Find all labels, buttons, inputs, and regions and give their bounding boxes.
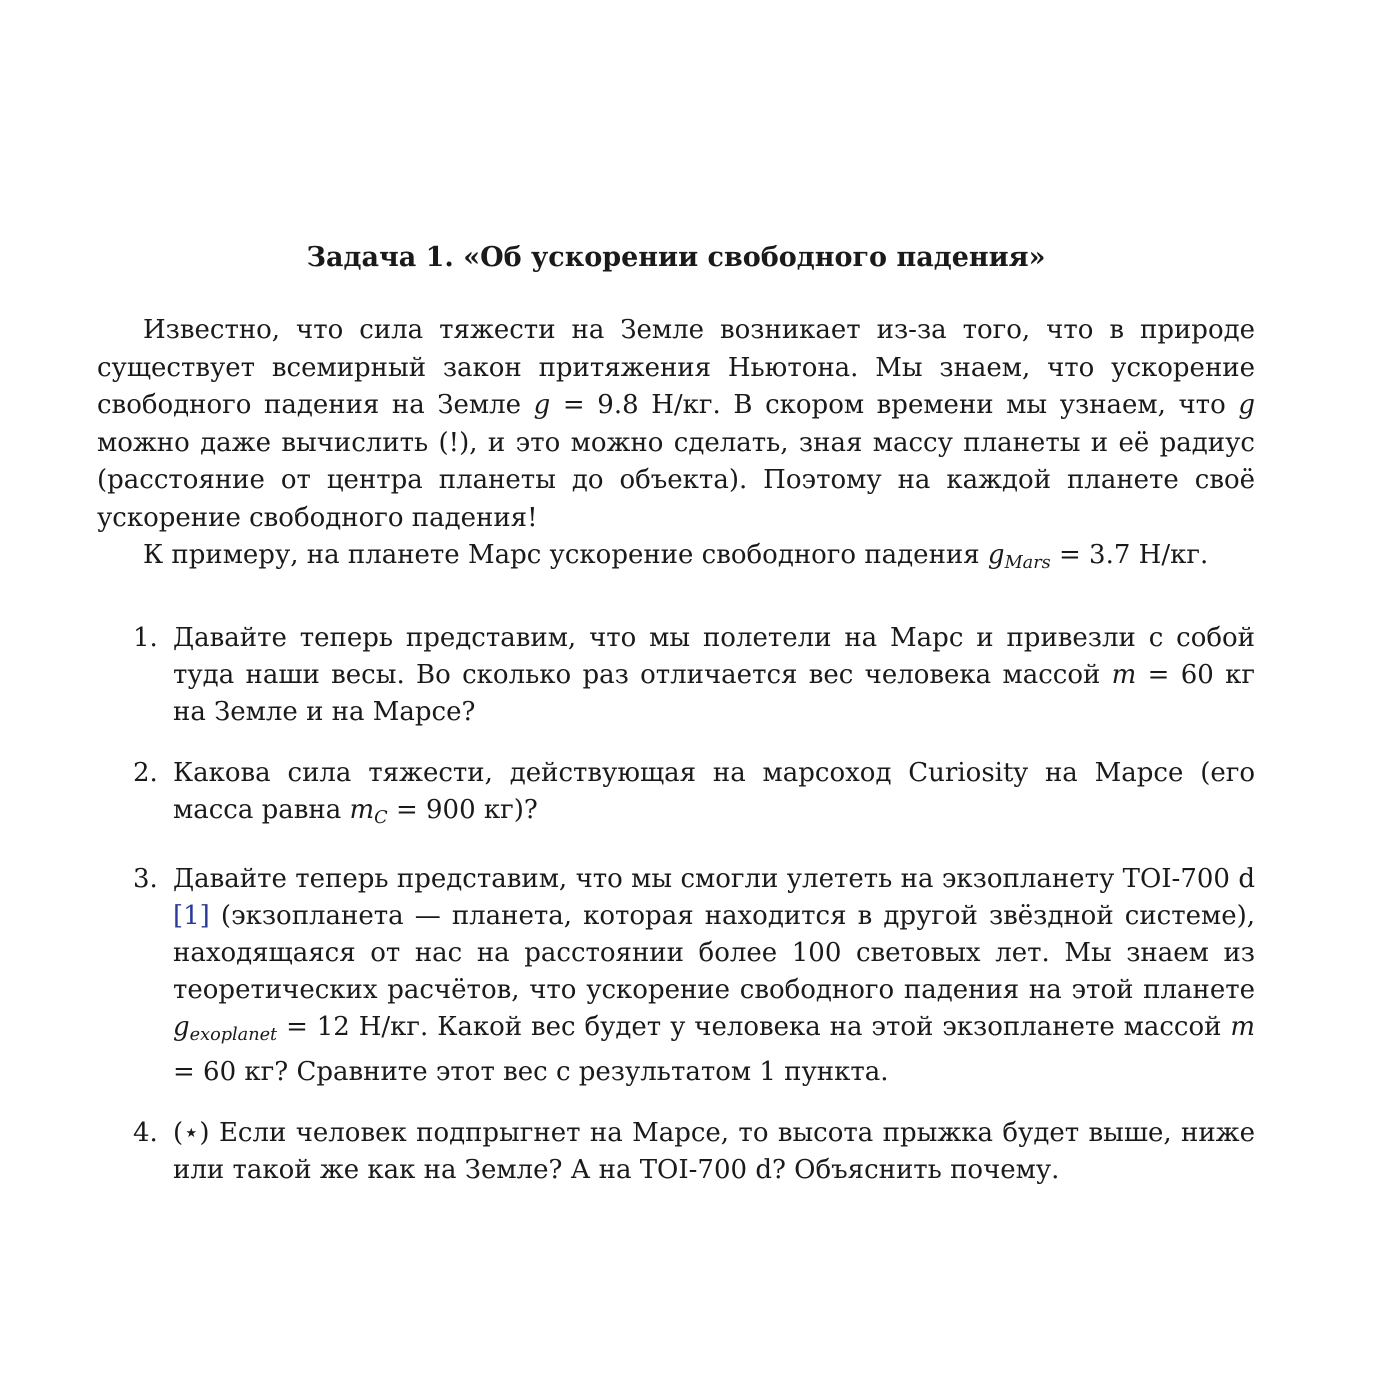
task-number: 4. bbox=[133, 1118, 158, 1149]
task-3-text-d: = 60 кг? Сравните этот вес с результатом 1 пункта. bbox=[173, 1057, 889, 1088]
task-3-text-b: (экзопланета — планета, которая находится в другой звёздной системе), находящаяся от нас на расстоянии более 100 световых лет. Мы знаем из теоретических расчётов, что ускорение свободного падения на этой планете bbox=[173, 901, 1255, 1006]
task-number: 2. bbox=[133, 758, 158, 789]
task-1-text-b: = 60 кг на Земле и на Марсе? bbox=[173, 660, 1255, 728]
task-item-4 bbox=[97, 1115, 1255, 1189]
math-g-exoplanet: g bbox=[173, 1012, 190, 1043]
intro-text-1c: можно даже вычислить (!), и это можно сделать, зная массу планеты и её радиус (расстояние от центра планеты до объекта). Поэтому на каждой планете своё ускорение свободного падения! bbox=[97, 427, 1255, 533]
task-2-text-b: = 900 кг)? bbox=[387, 795, 538, 826]
citation-link[interactable]: [1] bbox=[173, 901, 210, 932]
intro-text-2a: К примеру, на планете Марс ускорение свободного падения bbox=[143, 540, 988, 570]
math-sub-exoplanet: exoplanet bbox=[189, 1025, 278, 1046]
math-g-2: g bbox=[1238, 390, 1255, 420]
document-page bbox=[97, 238, 1255, 1213]
task-3-text-c: = 12 Н/кг. Какой вес будет у человека на этой экзопланете массой bbox=[277, 1012, 1231, 1043]
math-g: g bbox=[533, 390, 551, 420]
math-sub-mars: Mars bbox=[1004, 552, 1051, 573]
math-m: m bbox=[1111, 660, 1137, 691]
problem-title: Задача 1. «Об ускорении свободного падения» bbox=[306, 242, 1046, 273]
math-g-mars: g bbox=[987, 540, 1005, 570]
intro-text-1a: Известно, что сила тяжести на Земле возникает из-за того, что в природе существует всемирный закон притяжения Ньютона. Мы знаем, что ускорение свободного падения на Земле bbox=[97, 315, 1255, 420]
math-sub-c: C bbox=[374, 808, 388, 829]
task-item-2 bbox=[97, 755, 1255, 837]
intro-text-2b: = 3.7 Н/кг. bbox=[1050, 540, 1209, 570]
task-1-text-a: Давайте теперь представим, что мы полетели на Марс и привезли с собой туда наши весы. Во сколько раз отличается вес человека массой bbox=[173, 623, 1255, 691]
math-m-c: m bbox=[349, 795, 375, 826]
intro-paragraph-1 bbox=[97, 312, 1255, 537]
task-number: 1. bbox=[133, 623, 158, 654]
intro-paragraph-2 bbox=[97, 537, 1255, 582]
task-4-text: (⋆) Если человек подпрыгнет на Марсе, то высота прыжка будет выше, ниже или такой же как на Земле? А на TOI-700 d? Объяснить почему. bbox=[173, 1118, 1255, 1186]
task-item-1 bbox=[97, 620, 1255, 731]
math-m: m bbox=[1230, 1012, 1255, 1043]
task-2-text-a: Какова сила тяжести, действующая на марсоход Curiosity на Марсе (его масса равна bbox=[173, 758, 1255, 826]
task-item-3 bbox=[97, 861, 1255, 1091]
task-list bbox=[97, 620, 1255, 1189]
task-number: 3. bbox=[133, 864, 158, 895]
intro-text-1b: = 9.8 Н/кг. В скором времени мы узнаем, что bbox=[550, 390, 1239, 420]
task-3-text-a: Давайте теперь представим, что мы смогли улететь на экзопланету TOI-700 d bbox=[173, 864, 1255, 895]
